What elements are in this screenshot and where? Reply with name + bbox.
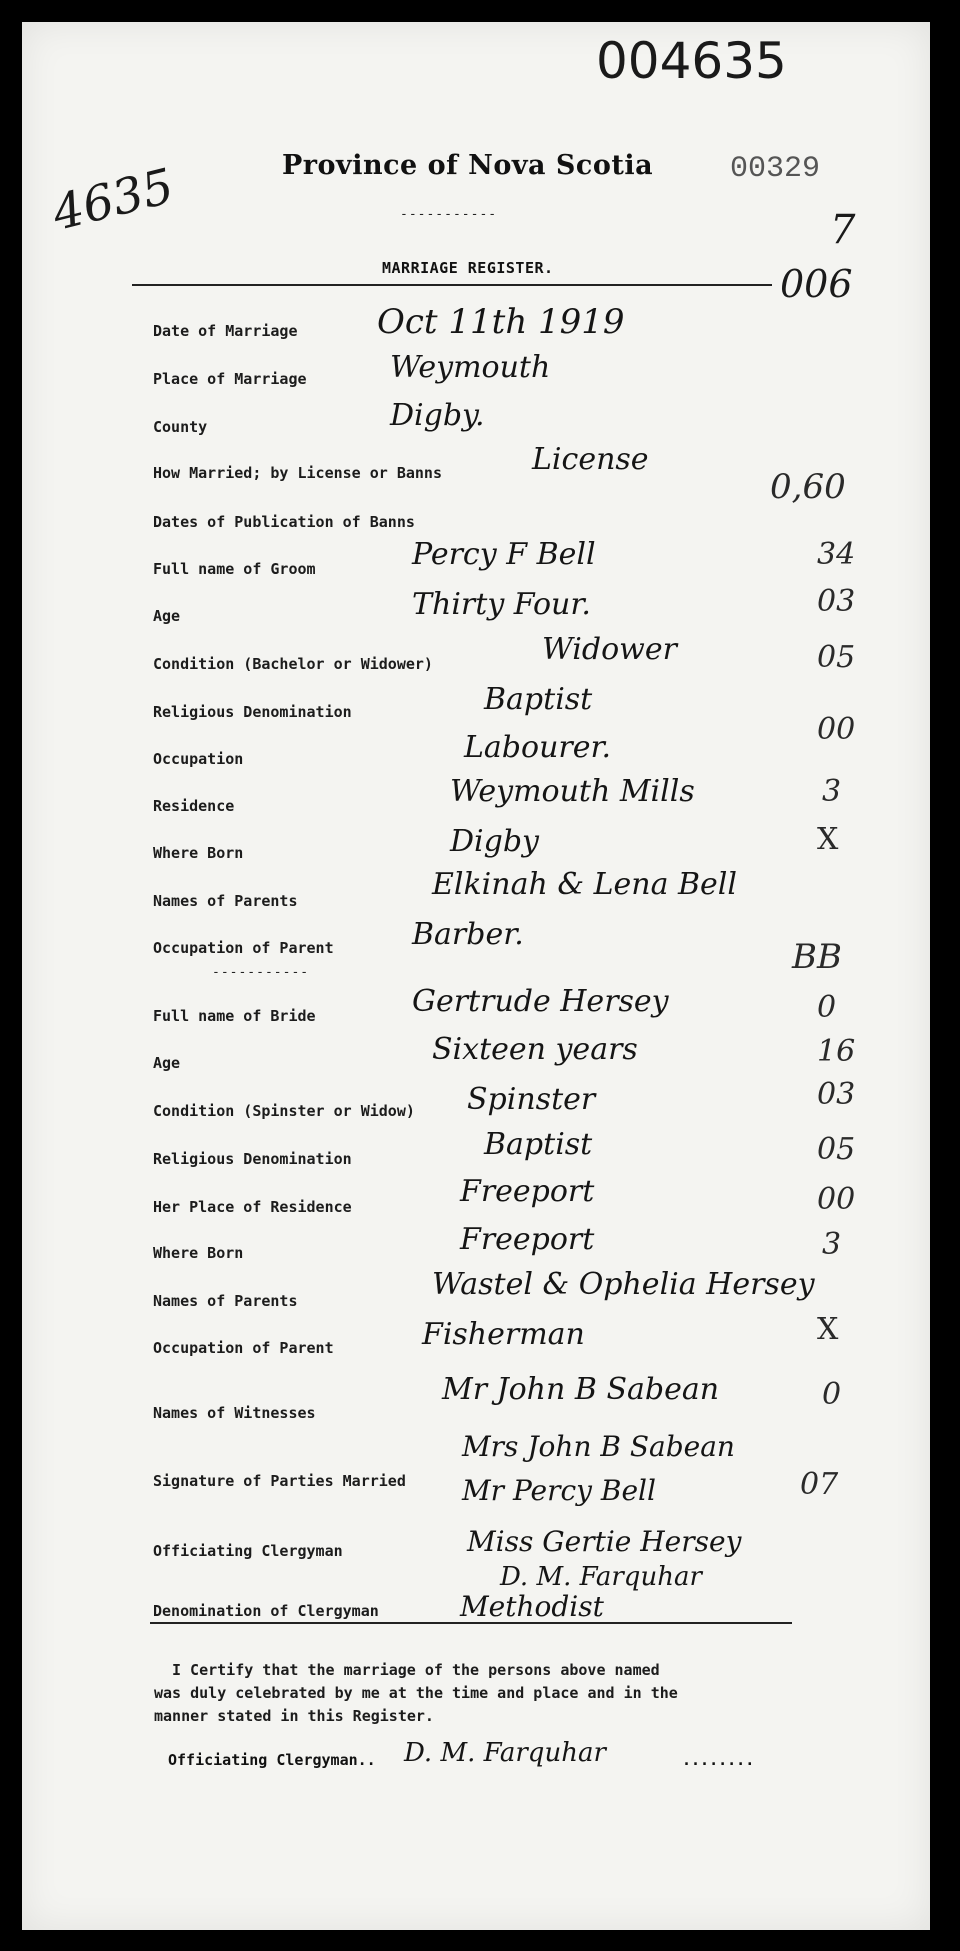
section-divider: ----------- [212, 965, 310, 980]
field-value: Wastel & Ophelia Hersey [432, 1267, 815, 1302]
field-label: Signature of Parties Married [153, 1472, 406, 1490]
field-code: 03 [817, 584, 856, 619]
field-code: 00 [817, 1182, 856, 1217]
field-value: Spinster [467, 1082, 596, 1117]
field-code: 16 [817, 1034, 856, 1069]
field-label: Full name of Groom [153, 560, 316, 578]
register-subtitle: MARRIAGE REGISTER. [382, 259, 554, 277]
field-label: Occupation of Parent [153, 939, 334, 957]
field-label: Occupation of Parent [153, 1339, 334, 1357]
field-label: Names of Parents [153, 1292, 298, 1310]
field-value: Methodist [460, 1590, 604, 1623]
field-code: X [817, 822, 839, 857]
field-value: Widower [542, 632, 677, 667]
register-page [22, 22, 930, 1930]
code-top-1: 7 [830, 207, 856, 253]
field-code: 07 [800, 1467, 839, 1502]
field-label: How Married; by License or Banns [153, 464, 442, 482]
field-label: Where Born [153, 844, 244, 862]
field-label: Date of Marriage [153, 322, 298, 340]
certification-statement [154, 1659, 842, 1728]
field-code: 0 [817, 990, 837, 1025]
top-stamp-number: 004635 [596, 32, 787, 90]
field-label: Dates of Publication of Banns [153, 513, 415, 531]
field-code: BB [792, 937, 842, 977]
field-value: Baptist [484, 682, 593, 717]
field-label: Age [153, 1054, 181, 1072]
field-value: Fisherman [422, 1317, 585, 1352]
field-code: 0,60 [770, 467, 846, 507]
field-label: Officiating Clergyman [153, 1542, 343, 1560]
signature-line-1: Mrs John B Sabean [462, 1430, 735, 1463]
field-value: Gertrude Hersey [412, 984, 669, 1019]
field-label: Her Place of Residence [153, 1198, 352, 1216]
title-dashes: ----------- [400, 207, 498, 222]
field-code: X [817, 1312, 839, 1347]
certification-line-3: manner stated in this Register. [154, 1707, 434, 1725]
field-code: 05 [817, 1132, 856, 1167]
field-label: County [153, 418, 208, 436]
footer-clergyman-label: Officiating Clergyman.. [168, 1751, 376, 1769]
field-value: Weymouth Mills [450, 774, 695, 809]
field-value: Oct 11th 1919 [377, 302, 625, 342]
certification-line-2: was duly celebrated by me at the time and place and in the [154, 1684, 678, 1702]
field-label: Religious Denomination [153, 1150, 352, 1168]
field-value: Mr John B Sabean [442, 1372, 720, 1407]
field-value: Elkinah & Lena Bell [432, 867, 737, 902]
field-value: Digby. [390, 398, 485, 433]
code-top-2: 006 [780, 262, 853, 306]
field-code: 3 [822, 774, 842, 809]
field-value: Barber. [412, 917, 524, 952]
side-note-number: 4635 [47, 158, 180, 242]
field-value: Freeport [460, 1222, 595, 1257]
field-code: 0 [822, 1377, 842, 1412]
field-label: Age [153, 607, 181, 625]
certification-line-1: I Certify that the marriage of the persons above named [172, 1661, 660, 1679]
field-label: Place of Marriage [153, 370, 307, 388]
field-value: Sixteen years [432, 1032, 638, 1067]
field-value: Labourer. [464, 730, 612, 765]
field-label: Condition (Bachelor or Widower) [153, 655, 433, 673]
field-value: Weymouth [390, 350, 551, 385]
field-value: Baptist [484, 1127, 593, 1162]
field-code: 00 [817, 712, 856, 747]
field-code: 03 [817, 1077, 856, 1112]
field-label: Where Born [153, 1244, 244, 1262]
field-value: Percy F Bell [412, 537, 596, 572]
field-value: Digby [450, 824, 540, 859]
field-code: 3 [822, 1227, 842, 1262]
signature-line-2: Mr Percy Bell [462, 1474, 656, 1507]
field-value: Freeport [460, 1174, 595, 1209]
footer-dots: ........ [682, 1751, 755, 1769]
field-value: License [532, 442, 649, 477]
field-label: Full name of Bride [153, 1007, 316, 1025]
signature-line-3: Miss Gertie Hersey [467, 1525, 742, 1558]
field-label: Religious Denomination [153, 703, 352, 721]
field-label: Occupation [153, 750, 244, 768]
field-label: Names of Witnesses [153, 1404, 316, 1422]
file-stamp-number: 00329 [730, 152, 821, 186]
field-code: 05 [817, 640, 856, 675]
field-code: 34 [817, 537, 856, 572]
document-title: Province of Nova Scotia [282, 150, 654, 181]
denomination-rule [150, 1622, 792, 1624]
field-label: Names of Parents [153, 892, 298, 910]
field-value: D. M. Farquhar [500, 1562, 702, 1592]
field-label: Denomination of Clergyman [153, 1602, 379, 1620]
field-label: Residence [153, 797, 235, 815]
header-rule [132, 284, 772, 286]
field-label: Condition (Spinster or Widow) [153, 1102, 415, 1120]
footer-clergyman-signature: D. M. Farquhar [404, 1738, 606, 1768]
field-value: Thirty Four. [412, 587, 591, 622]
